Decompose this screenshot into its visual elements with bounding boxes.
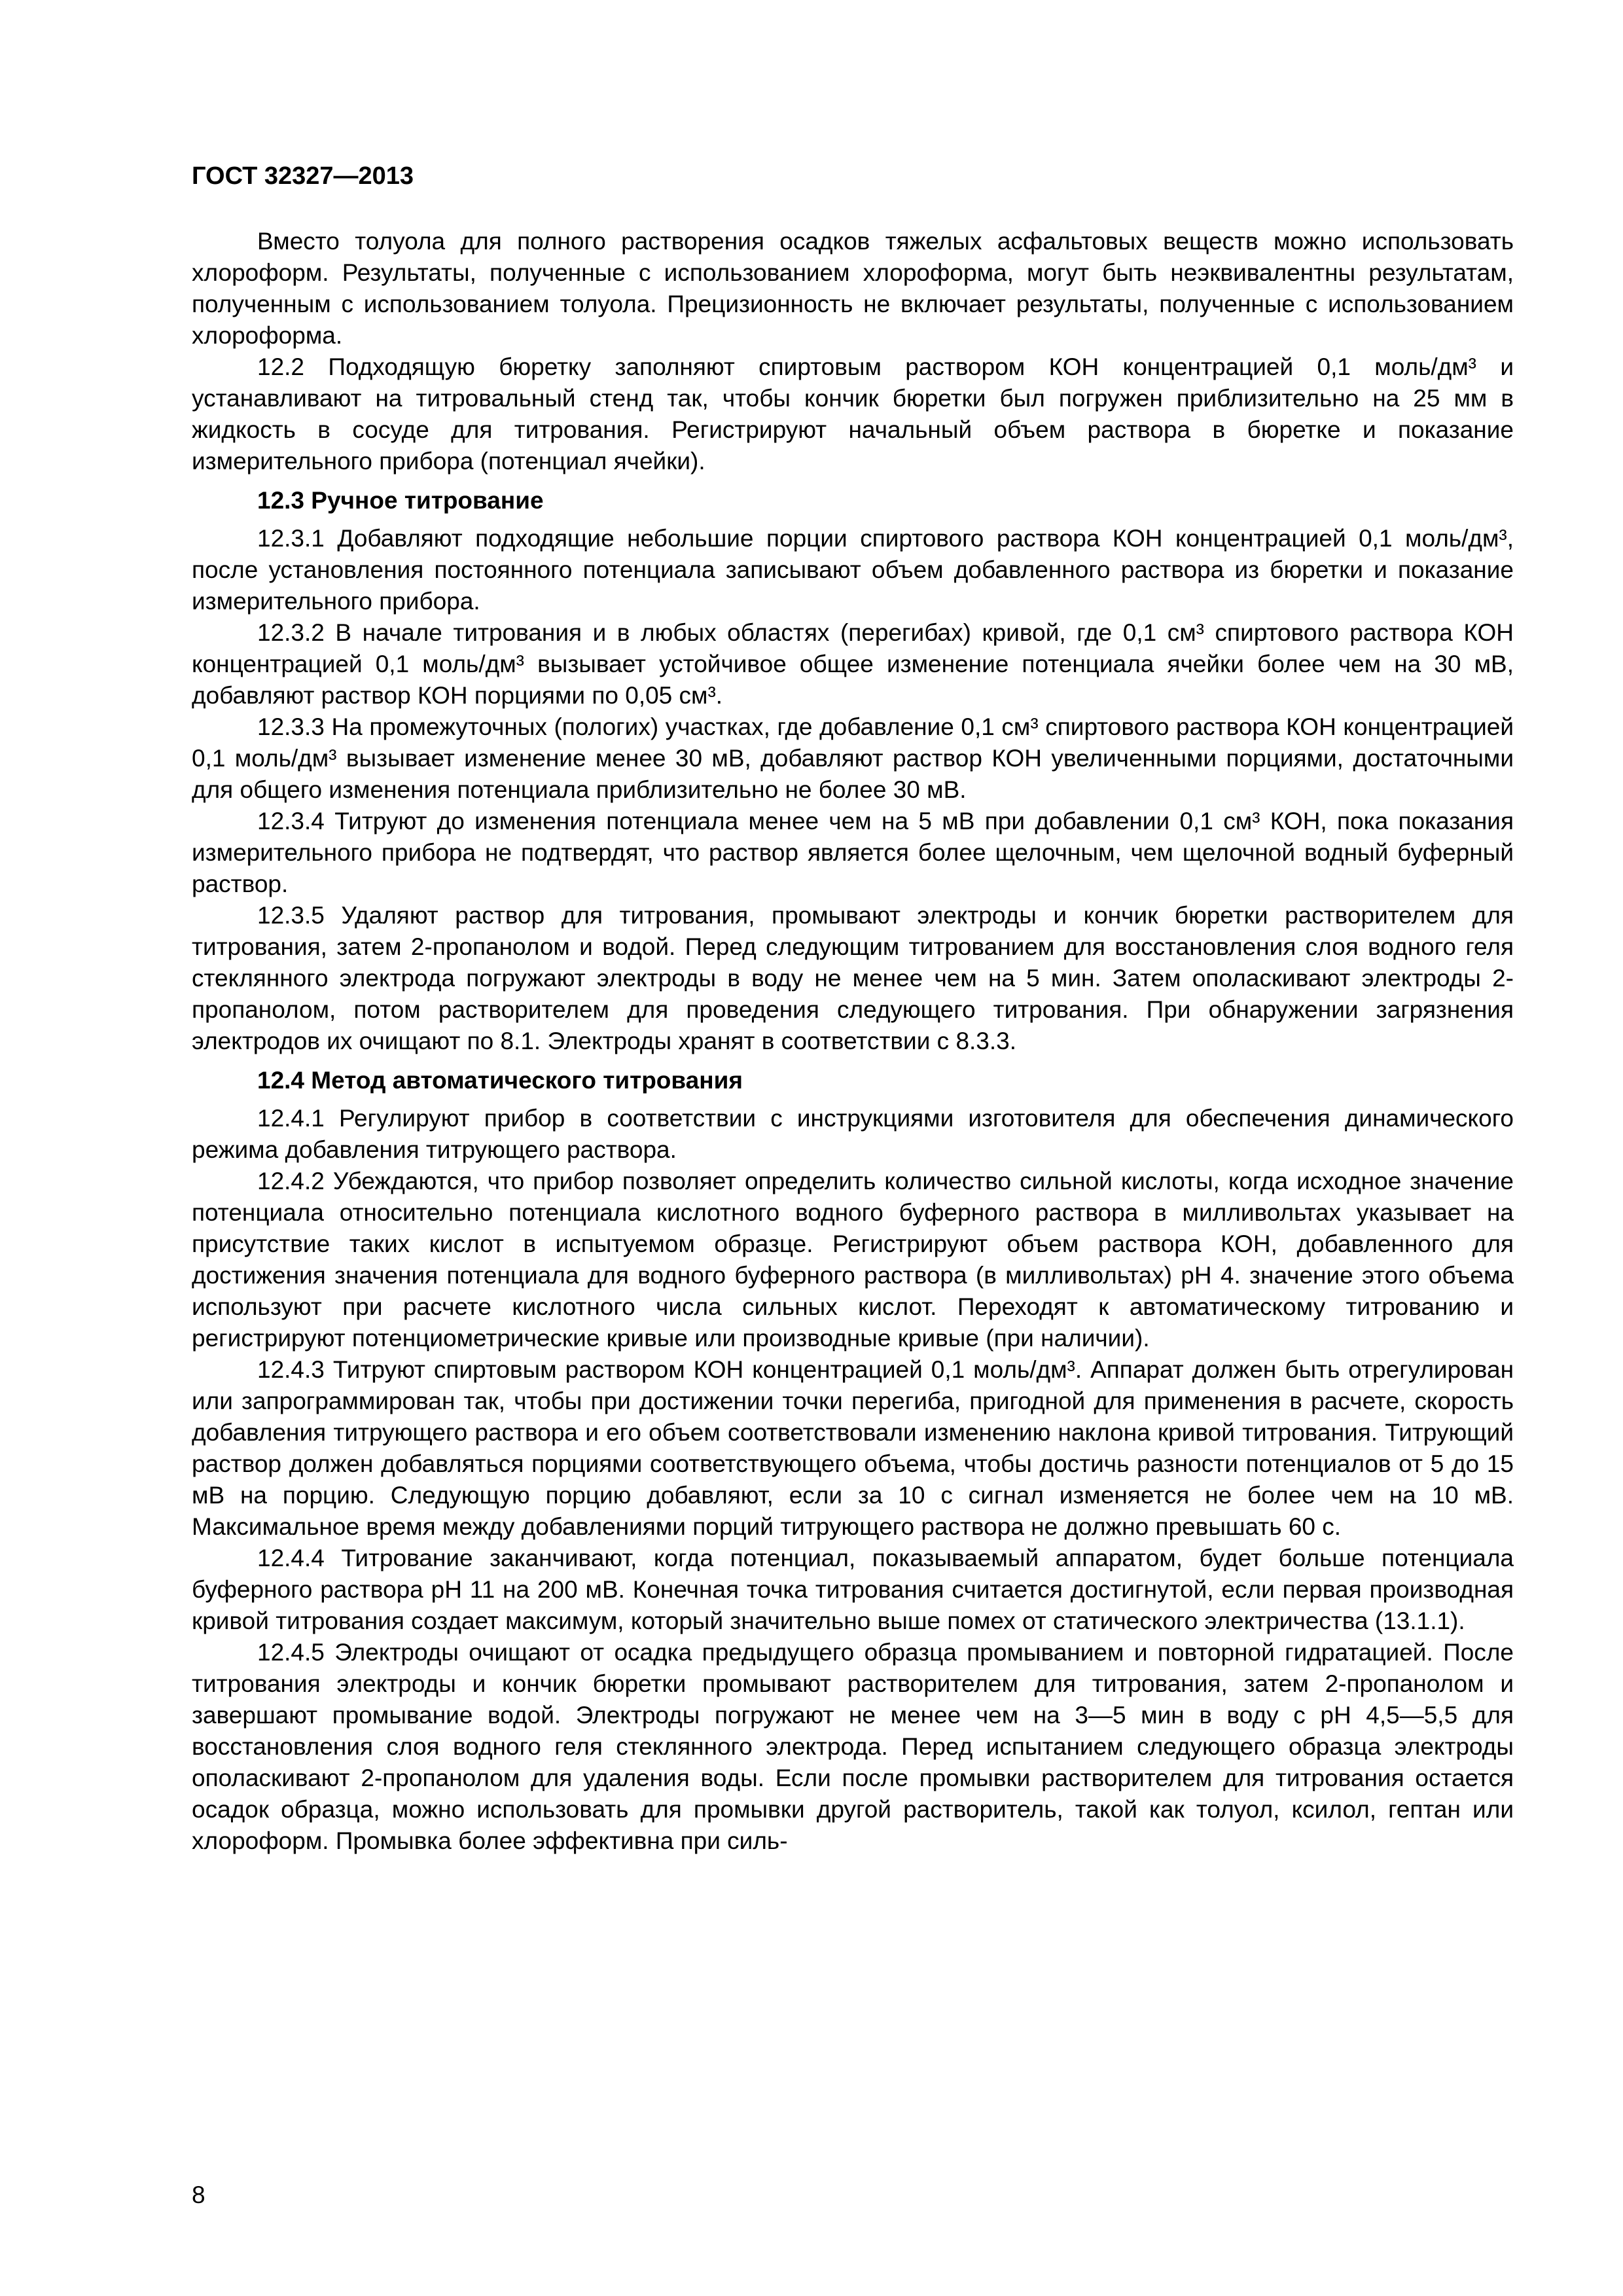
paragraph: 12.3.5 Удаляют раствор для титрования, промывают электроды и кончик бюретки растворителем для титрования, затем 2-пропанолом и водой. Перед следующим титрованием для восстановления слоя водного геля стеклянного электрода погружают электроды в воду не менее чем на 5 мин. Затем ополаскивают электроды 2-пропанолом, потом растворителем для проведения следующего титрования. При обнаружении загрязнения электродов их очищают по 8.1. Электроды хранят в соответствии с 8.3.3. <box>192 902 1514 1054</box>
paragraph: 12.3.4 Титруют до изменения потенциала менее чем на 5 мВ при добавлении 0,1 см³ КОН, пока показания измерительного прибора не подтвердят, что раствор является более щелочным, чем щелочной водный буферный раствор. <box>192 808 1514 897</box>
paragraph: 12.4.3 Титруют спиртовым раствором КОН концентрацией 0,1 моль/дм³. Аппарат должен быть отрегулирован или запрограммирован так, чтобы при достижении точки перегиба, пригодной для применения в расчете, скорость добавления титрующего раствора и его объем соответствовали изменению наклона кривой титрования. Титрующий раствор должен добавляться порциями соответствующего объема, чтобы достичь разности потенциалов от 5 до 15 мВ на порцию. Следующую порцию добавляют, если за 10 с сигнал изменяется не более чем на 10 мВ. Максимальное время между добавлениями порций титрующего раствора не должно превышать 60 с. <box>192 1356 1514 1540</box>
section-heading: 12.3 Ручное титрование <box>257 487 544 514</box>
page-content <box>192 160 1514 1857</box>
paragraph: 12.4.4 Титрование заканчивают, когда потенциал, показываемый аппаратом, будет больше потенциала буферного раствора рН 11 на 200 мВ. Конечная точка титрования считается достигнутой, если первая производная кривой титрования создает максимум, который значительно выше помех от статического электричества (13.1.1). <box>192 1545 1514 1634</box>
paragraph: 12.3.1 Добавляют подходящие небольшие порции спиртового раствора КОН концентрацией 0,1 моль/дм³, после установления постоянного потенциала записывают объем добавленного раствора из бюретки и показание измерительного прибора. <box>192 525 1514 615</box>
section-heading: 12.4 Метод автоматического титрования <box>257 1067 743 1094</box>
paragraph: 12.4.5 Электроды очищают от осадка предыдущего образца промыванием и повторной гидратацией. После титрования электроды и кончик бюретки промывают растворителем для титрования, затем 2-пропанолом и завершают промывание водой. Электроды погружают не менее чем на 3—5 мин в воду с рН 4,5—5,5 для восстановления слоя водного геля стеклянного электрода. Перед испытанием следующего образца электроды ополаскивают 2-пропанолом для удаления воды. Если после промывки растворителем для титрования остается осадок образца, можно использовать для промывки другой растворитель, такой как толуол, ксилол, гептан или хлороформ. Промывка более эффективна при силь- <box>192 1639 1514 1854</box>
document-id: ГОСТ 32327—2013 <box>192 162 414 190</box>
paragraph: 12.3.2 В начале титрования и в любых областях (перегибах) кривой, где 0,1 см³ спиртового раствора КОН концентрацией 0,1 моль/дм³ вызывает устойчивое общее изменение потенциала ячейки более чем на 30 мВ, добавляют раствор КОН порциями по 0,05 см³. <box>192 619 1514 709</box>
paragraph: Вместо толуола для полного растворения осадков тяжелых асфальтовых веществ можно использовать хлороформ. Результаты, полученные с использованием хлороформа, могут быть неэквивалентны результатам, полученным с использованием толуола. Прецизионность не включает результаты, полученные с использованием хлороформа. <box>192 228 1514 349</box>
paragraph: 12.4.1 Регулируют прибор в соответствии с инструкциями изготовителя для обеспечения динамического режима добавления титрующего раствора. <box>192 1105 1514 1163</box>
paragraph: 12.4.2 Убеждаются, что прибор позволяет определить количество сильной кислоты, когда исходное значение потенциала относительно потенциала кислотного водного буферного раствора в милливольтах указывает на присутствие таких кислот в испытуемом образце. Регистрируют объем раствора КОН, добавленного для достижения значения потенциала для водного буферного раствора (в милливольтах) рН 4. значение этого объема используют при расчете кислотного числа сильных кислот. Переходят к автоматическому титрованию и регистрируют потенциометрические кривые или производные кривые (при наличии). <box>192 1168 1514 1352</box>
page-number: 8 <box>192 2181 205 2208</box>
paragraph: 12.3.3 На промежуточных (пологих) участках, где добавление 0,1 см³ спиртового раствора КОН концентрацией 0,1 моль/дм³ вызывает изменение менее 30 мВ, добавляют раствор КОН увеличенными порциями, достаточными для общего изменения потенциала приблизительно не более 30 мВ. <box>192 713 1514 803</box>
paragraph: 12.2 Подходящую бюретку заполняют спиртовым раствором КОН концентрацией 0,1 моль/дм³ и устанавливают на титровальный стенд так, чтобы кончик бюретки был погружен приблизительно на 25 мм в жидкость в сосуде для титрования. Регистрируют начальный объем раствора в бюретке и показание измерительного прибора (потенциал ячейки). <box>192 353 1514 475</box>
